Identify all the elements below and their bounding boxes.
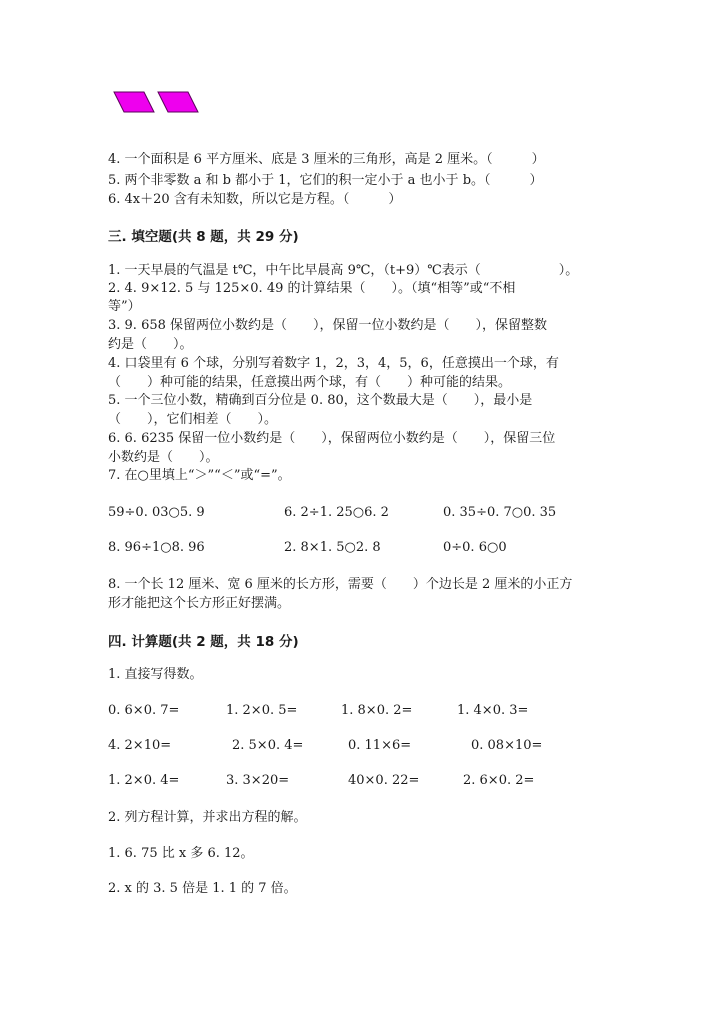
parallelogram-figures xyxy=(112,88,212,114)
calc-question-2-sub2: 2. x 的 3. 5 倍是 1. 1 的 7 倍。 xyxy=(108,881,297,896)
parallelogram-left xyxy=(114,92,154,112)
calc-item: 2. 6×0. 2= xyxy=(463,773,535,788)
section-title-fill-blank: 三. 填空题(共 8 题，共 29 分) xyxy=(108,229,299,245)
fill-question-2-line1: 2. 4. 9×12. 5 与 125×0. 49 的计算结果（ ）。（填“相等”或“不相 xyxy=(108,281,516,296)
fill-question-8-line2: 形才能把这个长方形正好摆满。 xyxy=(108,596,291,611)
calc-item: 40×0. 22= xyxy=(348,773,420,788)
compare-item: 2. 8×1. 5○2. 8 xyxy=(284,540,381,555)
calc-item: 4. 2×10= xyxy=(108,738,172,753)
parallelogram-right xyxy=(158,92,198,112)
calc-item: 0. 11×6= xyxy=(348,738,412,753)
compare-item: 0÷0. 6○0 xyxy=(443,540,507,555)
fill-question-6-line1: 6. 6. 6235 保留一位小数约是（ ），保留两位小数约是（ ），保留三位 xyxy=(108,431,556,446)
judgement-question-6: 6. 4x＋20 含有未知数，所以它是方程。（ ） xyxy=(108,192,402,207)
calc-item: 1. 2×0. 5= xyxy=(226,703,298,718)
fill-question-1: 1. 一天早晨的气温是 t℃，中午比早晨高 9℃，（t+9）℃表示（ ）。 xyxy=(108,263,579,278)
calc-question-2: 2. 列方程计算，并求出方程的解。 xyxy=(108,810,307,825)
calc-item: 0. 6×0. 7= xyxy=(108,703,180,718)
calc-question-1: 1. 直接写得数。 xyxy=(108,667,203,682)
fill-question-4-line1: 4. 口袋里有 6 个球，分别写着数字 1，2，3，4，5，6，任意摸出一个球，有 xyxy=(108,356,559,371)
compare-item: 8. 96÷1○8. 96 xyxy=(108,540,205,555)
calc-item: 2. 5×0. 4= xyxy=(232,738,304,753)
fill-question-6-line2: 小数约是（ ）。 xyxy=(108,450,219,465)
fill-question-5-line1: 5. 一个三位小数，精确到百分位是 0. 80，这个数最大是（ ），最小是 xyxy=(108,393,533,408)
compare-item: 59÷0. 03○5. 9 xyxy=(108,505,205,520)
calc-question-2-sub1: 1. 6. 75 比 x 多 6. 12。 xyxy=(108,846,254,861)
calc-item: 1. 4×0. 3= xyxy=(457,703,529,718)
fill-question-8-line1: 8. 一个长 12 厘米、宽 6 厘米的长方形，需要（ ）个边长是 2 厘米的小正方 xyxy=(108,577,573,592)
calc-item: 1. 8×0. 2= xyxy=(341,703,413,718)
fill-question-2-line2: 等”） xyxy=(108,299,141,314)
calc-item: 0. 08×10= xyxy=(471,738,543,753)
fill-question-3-line1: 3. 9. 658 保留两位小数约是（ ），保留一位小数约是（ ），保留整数 xyxy=(108,318,548,333)
fill-question-3-line2: 约是（ ）。 xyxy=(108,337,193,352)
calc-item: 1. 2×0. 4= xyxy=(108,773,180,788)
judgement-question-4: 4. 一个面积是 6 平方厘米、底是 3 厘米的三角形，高是 2 厘米。（ ） xyxy=(108,152,545,167)
compare-item: 0. 35÷0. 7○0. 35 xyxy=(443,505,557,520)
fill-question-5-line2: （ ），它们相差（ ）。 xyxy=(108,412,278,427)
fill-question-7: 7. 在○里填上“＞”“＜”或“=”。 xyxy=(108,468,291,483)
fill-question-4-line2: （ ）种可能的结果，任意摸出两个球，有（ ）种可能的结果。 xyxy=(108,375,512,390)
section-title-calculation: 四. 计算题(共 2 题，共 18 分) xyxy=(108,634,299,650)
calc-item: 3. 3×20= xyxy=(226,773,290,788)
judgement-question-5: 5. 两个非零数 a 和 b 都小于 1，它们的积一定小于 a 也小于 b。（ ） xyxy=(108,173,543,188)
compare-item: 6. 2÷1. 25○6. 2 xyxy=(284,505,389,520)
